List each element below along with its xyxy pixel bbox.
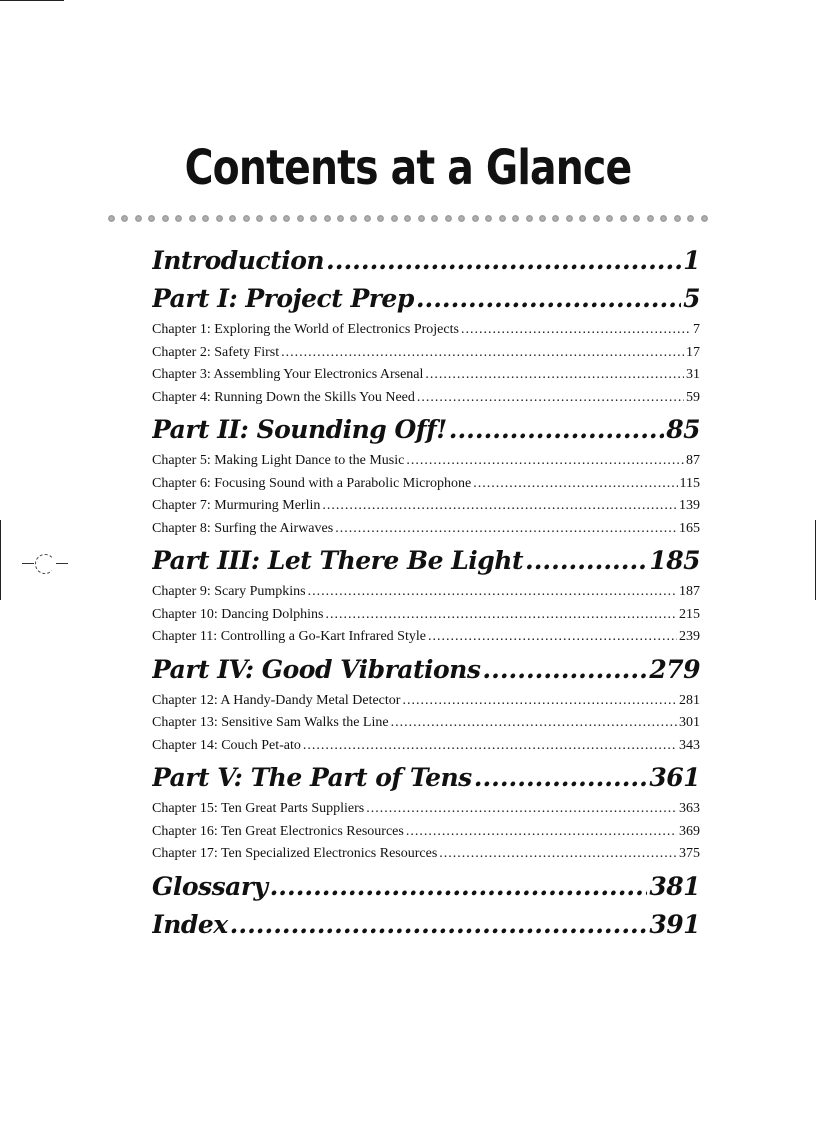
- divider-dot-icon: [229, 215, 236, 222]
- dot-leader: [270, 870, 648, 904]
- divider-dot-icon: [458, 215, 465, 222]
- divider-dot-icon: [499, 215, 506, 222]
- toc-part-entry[interactable]: [152, 908, 700, 942]
- toc-chapter-entry[interactable]: [152, 626, 700, 649]
- toc-chapter-entry-page-number: 215: [679, 606, 700, 622]
- toc-chapter-entry[interactable]: [152, 319, 700, 342]
- divider-dot-icon: [148, 215, 155, 222]
- toc-chapter-entry-title: Chapter 16: Ten Great Electronics Resources: [152, 823, 404, 839]
- divider-dot-icon: [256, 215, 263, 222]
- dot-leader: [439, 843, 677, 866]
- toc-chapter-entry[interactable]: [152, 518, 700, 541]
- divider-dot-icon: [579, 215, 586, 222]
- toc-part-entry-page-number: 279: [649, 654, 700, 684]
- dot-leader: [366, 798, 677, 821]
- divider-dot-icon: [512, 215, 519, 222]
- dot-leader: [461, 319, 691, 342]
- dot-leader: [482, 653, 647, 687]
- toc-chapter-entry[interactable]: [152, 712, 700, 735]
- toc-part-entry-title: Part V: The Part of Tens: [152, 763, 472, 792]
- divider-dot-icon: [202, 215, 209, 222]
- divider-dot-icon: [620, 215, 627, 222]
- divider-dot-icon: [647, 215, 654, 222]
- toc-chapter-entry[interactable]: [152, 387, 700, 410]
- toc-part-entry-page-number: 185: [649, 546, 700, 575]
- divider-dot-icon: [162, 215, 169, 222]
- decorative-divider: [108, 211, 708, 225]
- toc-chapter-entry-page-number: 31: [686, 367, 700, 382]
- toc-chapter-entry-title: Chapter 9: Scary Pumpkins: [152, 584, 306, 599]
- divider-dot-icon: [310, 215, 317, 222]
- dot-leader: [417, 387, 684, 410]
- divider-dot-icon: [270, 215, 277, 222]
- dot-leader: [425, 364, 684, 387]
- dot-leader: [391, 712, 677, 735]
- toc-chapter-entry-title: Chapter 17: Ten Specialized Electronics Resources: [152, 846, 438, 861]
- divider-dot-icon: [404, 215, 411, 222]
- divider-dot-icon: [633, 215, 640, 222]
- toc-chapter-entry-title: Chapter 14: Couch Pet-ato: [152, 737, 301, 753]
- divider-dot-icon: [324, 215, 331, 222]
- toc-part-entry-title: Glossary: [152, 871, 268, 901]
- dot-leader: [322, 495, 677, 518]
- table-of-contents: [152, 240, 700, 945]
- dot-leader: [308, 581, 677, 604]
- toc-chapter-entry[interactable]: [152, 690, 700, 713]
- divider-dot-icon: [216, 215, 223, 222]
- toc-chapter-entry-page-number: 7: [693, 322, 700, 337]
- toc-chapter-entry-title: Chapter 8: Surfing the Airwaves: [152, 520, 334, 536]
- toc-part-entry[interactable]: [152, 653, 700, 687]
- toc-part-entry[interactable]: [152, 870, 700, 904]
- divider-dot-icon: [391, 215, 398, 222]
- toc-chapter-entry-title: Chapter 7: Murmuring Merlin: [152, 498, 321, 513]
- divider-dot-icon: [526, 215, 533, 222]
- toc-chapter-entry-page-number: 363: [679, 801, 700, 816]
- divider-dot-icon: [485, 215, 492, 222]
- dot-leader: [406, 821, 677, 844]
- toc-chapter-entry[interactable]: [152, 798, 700, 821]
- divider-dot-icon: [593, 215, 600, 222]
- divider-dot-icon: [243, 215, 250, 222]
- dot-leader: [416, 282, 681, 316]
- toc-chapter-entry-title: Chapter 1: Exploring the World of Electronics Projects: [152, 322, 459, 337]
- toc-chapter-entry-page-number: 281: [679, 692, 700, 708]
- divider-dot-icon: [337, 215, 344, 222]
- toc-chapter-entry-title: Chapter 10: Dancing Dolphins: [152, 606, 324, 622]
- toc-chapter-entry-title: Chapter 11: Controlling a Go-Kart Infrared Style: [152, 629, 426, 644]
- toc-chapter-entry-title: Chapter 6: Focusing Sound with a Parabolic Microphone: [152, 475, 472, 491]
- divider-dot-icon: [472, 215, 479, 222]
- toc-part-entry[interactable]: [152, 413, 700, 447]
- divider-dot-icon: [283, 215, 290, 222]
- toc-chapter-entry[interactable]: [152, 450, 700, 473]
- toc-chapter-entry[interactable]: [152, 843, 700, 866]
- divider-dot-icon: [350, 215, 357, 222]
- divider-dot-icon: [418, 215, 425, 222]
- divider-dot-icon: [364, 215, 371, 222]
- crop-mark-left: [0, 520, 1, 600]
- dot-leader: [335, 518, 677, 541]
- divider-dot-icon: [445, 215, 452, 222]
- dot-leader: [474, 761, 648, 795]
- toc-part-entry-title: Part IV: Good Vibrations: [152, 654, 481, 684]
- dot-leader: [281, 342, 684, 365]
- toc-chapter-entry-title: Chapter 3: Assembling Your Electronics Arsenal: [152, 367, 424, 382]
- divider-dot-icon: [135, 215, 142, 222]
- toc-part-entry-page-number: 381: [649, 871, 700, 901]
- toc-part-entry-title: Part II: Sounding Off!: [152, 415, 447, 444]
- toc-chapter-entry[interactable]: [152, 821, 700, 844]
- toc-part-entry-page-number: 5: [683, 284, 700, 313]
- divider-dot-icon: [175, 215, 182, 222]
- toc-chapter-entry-page-number: 239: [679, 629, 700, 644]
- toc-chapter-entry-page-number: 17: [686, 344, 700, 360]
- toc-chapter-entry[interactable]: [152, 735, 700, 758]
- toc-chapter-entry[interactable]: [152, 581, 700, 604]
- toc-chapter-entry-title: Chapter 13: Sensitive Sam Walks the Line: [152, 715, 389, 730]
- toc-part-entry[interactable]: [152, 544, 700, 578]
- divider-dot-icon: [660, 215, 667, 222]
- dot-leader: [325, 604, 677, 627]
- toc-chapter-entry-page-number: 165: [679, 520, 700, 536]
- dot-leader: [449, 413, 664, 447]
- toc-part-entry-page-number: 391: [649, 909, 700, 939]
- crop-mark-top: [0, 0, 64, 1]
- toc-chapter-entry-title: Chapter 5: Making Light Dance to the Music: [152, 453, 405, 468]
- toc-chapter-entry-page-number: 343: [679, 737, 700, 753]
- divider-dot-icon: [377, 215, 384, 222]
- dot-leader: [428, 626, 677, 649]
- dot-leader: [303, 735, 677, 758]
- dot-leader: [326, 244, 681, 278]
- toc-chapter-entry-title: Chapter 15: Ten Great Parts Suppliers: [152, 801, 365, 816]
- toc-part-entry-title: Part I: Project Prep: [152, 284, 414, 313]
- toc-chapter-entry-page-number: 87: [686, 453, 700, 468]
- divider-dot-icon: [431, 215, 438, 222]
- toc-chapter-entry[interactable]: [152, 342, 700, 365]
- dot-leader: [406, 450, 684, 473]
- divider-dot-icon: [606, 215, 613, 222]
- toc-part-entry-page-number: 1: [683, 246, 700, 275]
- toc-chapter-entry-page-number: 301: [679, 715, 700, 730]
- divider-dot-icon: [674, 215, 681, 222]
- toc-part-entry[interactable]: [152, 761, 700, 795]
- toc-chapter-entry-page-number: 115: [679, 475, 700, 491]
- divider-dot-icon: [566, 215, 573, 222]
- page-title: Contents at a Glance: [184, 140, 632, 196]
- toc-chapter-entry[interactable]: [152, 473, 700, 496]
- toc-part-entry[interactable]: [152, 282, 700, 316]
- divider-dot-icon: [189, 215, 196, 222]
- toc-part-entry[interactable]: [152, 244, 700, 278]
- toc-chapter-entry[interactable]: [152, 604, 700, 627]
- toc-chapter-entry-page-number: 375: [679, 846, 700, 861]
- dot-leader: [525, 544, 647, 578]
- toc-part-entry-title: Part III: Let There Be Light: [152, 546, 523, 575]
- divider-dot-icon: [121, 215, 128, 222]
- toc-part-entry-page-number: 85: [666, 415, 700, 444]
- toc-chapter-entry-page-number: 59: [686, 389, 700, 405]
- divider-dot-icon: [297, 215, 304, 222]
- toc-chapter-entry-page-number: 187: [679, 584, 700, 599]
- dot-leader: [230, 908, 648, 942]
- toc-chapter-entry[interactable]: [152, 495, 700, 518]
- dot-leader: [473, 473, 677, 496]
- toc-chapter-entry-title: Chapter 2: Safety First: [152, 344, 280, 360]
- toc-chapter-entry[interactable]: [152, 364, 700, 387]
- toc-part-entry-title: Index: [152, 909, 228, 939]
- divider-dot-icon: [701, 215, 708, 222]
- toc-chapter-entry-page-number: 369: [679, 823, 700, 839]
- divider-dot-icon: [108, 215, 115, 222]
- divider-dot-icon: [552, 215, 559, 222]
- toc-chapter-entry-page-number: 139: [679, 498, 700, 513]
- registration-mark-icon: [22, 552, 68, 576]
- divider-dot-icon: [539, 215, 546, 222]
- toc-chapter-entry-title: Chapter 12: A Handy-Dandy Metal Detector: [152, 692, 401, 708]
- dot-leader: [402, 690, 677, 713]
- toc-chapter-entry-title: Chapter 4: Running Down the Skills You Need: [152, 389, 415, 405]
- toc-part-entry-title: Introduction: [152, 246, 325, 275]
- divider-dot-icon: [687, 215, 694, 222]
- toc-part-entry-page-number: 361: [649, 763, 700, 792]
